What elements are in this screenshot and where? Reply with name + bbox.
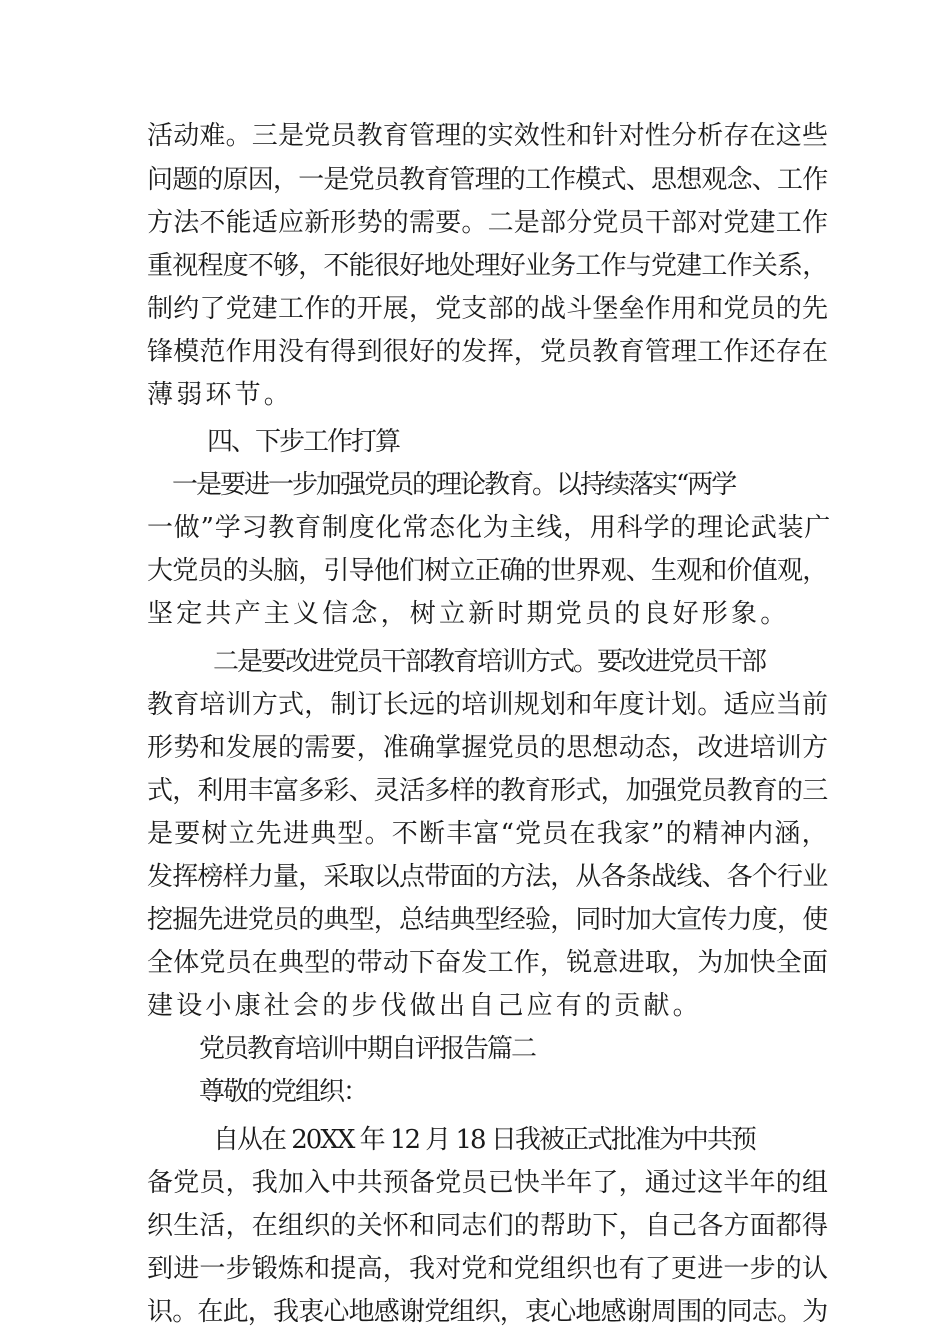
text-line: 式，利用丰富多彩、灵活多样的教育形式，加强党员教育的三: [147, 776, 828, 806]
text-line: 教育培训方式，制订长远的培训规划和年度计划。适应当前: [147, 690, 829, 720]
text-line: 大党员的头脑，引导他们树立正确的世界观、生观和价值观，: [147, 556, 828, 586]
text-line: 织生活，在组织的关怀和同志们的帮助下，自己各方面都得: [147, 1211, 829, 1241]
text-line: 是要树立先进典型。不断丰富“党员在我家”的精神内涵，: [147, 819, 829, 849]
text-line: 一是要进一步加强党员的理论教育。以持续落实“两学: [172, 470, 736, 500]
text-line: 坚定共产主义信念，树立新时期党员的良好形象。: [147, 599, 790, 629]
text-line: 二是要改进党员干部教育培训方式。要改进党员干部: [213, 647, 766, 677]
text-line: 发挥榜样力量，采取以点带面的方法，从各条战线、各个行业: [147, 862, 828, 892]
section-heading: 四、下步工作打算: [207, 427, 400, 457]
text-line: 备党员，我加入中共预备党员已快半年了，通过这半年的组: [147, 1168, 829, 1198]
text-line: 挖掘先进党员的典型，总结典型经验，同时加大宣传力度，使: [147, 905, 828, 935]
text-line: 建设小康社会的步伐做出自己应有的贡献。: [147, 991, 702, 1021]
text-line: 锋模范作用没有得到很好的发挥，党员教育管理工作还存在: [147, 337, 829, 367]
text-line: 一做”学习教育制度化常态化为主线，用科学的理论武装广: [147, 513, 832, 543]
text-line: 识。在此，我衷心地感谢党组织，衷心地感谢周围的同志。为: [147, 1297, 828, 1327]
text-line: 到进一步锻炼和提高，我对党和党组织也有了更进一步的认: [147, 1254, 829, 1284]
text-line: 全体党员在典型的带动下奋发工作，锐意进取，为加快全面: [147, 948, 829, 978]
text-line: 薄弱环节。: [147, 380, 294, 410]
text-line: 问题的原因，一是党员教育管理的工作模式、思想观念、工作: [147, 165, 828, 195]
text-line: 重视程度不够，不能很好地处理好业务工作与党建工作关系，: [147, 251, 828, 281]
text-line: 自从在 20XX 年 12 月 18 日我被正式批准为中共预: [213, 1125, 755, 1155]
text-line: 制约了党建工作的开展，党支部的战斗堡垒作用和党员的先: [147, 294, 829, 324]
section-title: 党员教育培训中期自评报告篇二: [199, 1034, 536, 1064]
text-line: 方法不能适应新形势的需要。二是部分党员干部对党建工作: [147, 208, 829, 238]
text-line: 形势和发展的需要，准确掌握党员的思想动态，改进培训方: [147, 733, 829, 763]
text-line: 活动难。三是党员教育管理的实效性和针对性分析存在这些: [147, 121, 829, 151]
salutation: 尊敬的党组织：: [199, 1077, 368, 1107]
